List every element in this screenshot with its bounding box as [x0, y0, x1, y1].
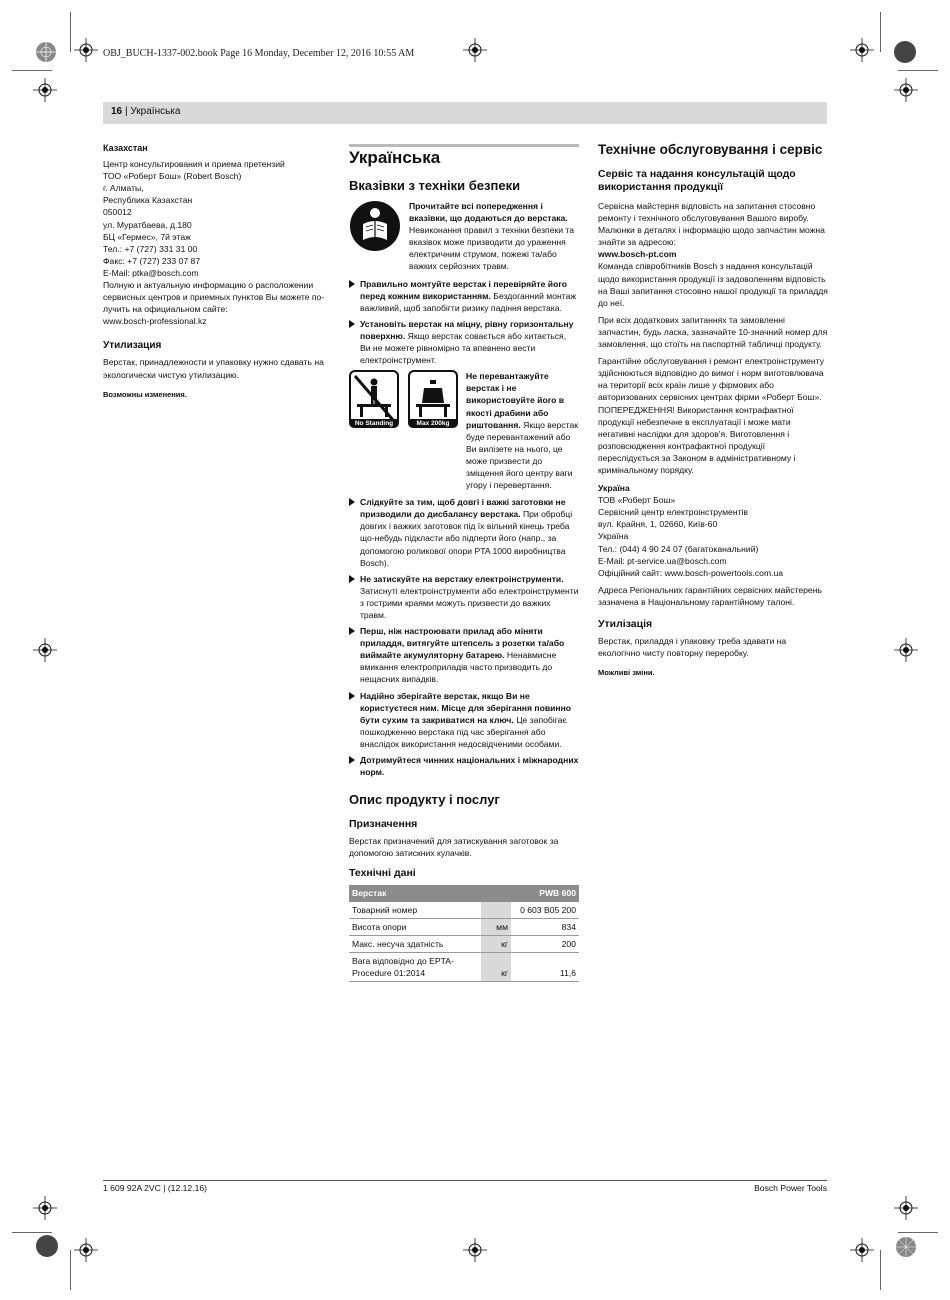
crosshair-icon [463, 1238, 487, 1262]
address-line: E-Mail: pt-service.ua@bosch.com [598, 555, 727, 566]
crop-mark [898, 70, 938, 71]
spec-row [349, 935, 579, 952]
address-line: Республика Казахстан [103, 195, 193, 206]
crosshair-icon [850, 1238, 874, 1262]
safety-bullet [349, 625, 579, 685]
bullet-bold: Не затискуйте на верстаку електроінструменти. [360, 573, 564, 584]
consult-title: Сервіс та надання консультацій щодо використання продукції [598, 168, 796, 193]
no-standing-sign [349, 370, 399, 491]
spec-row [349, 918, 579, 935]
column-rule [349, 144, 579, 147]
service-p6: Адреса Регіональних гарантійних сервісних майстерень зазначена в Національному гарантійному талоні. [598, 584, 822, 607]
safety-bullet [349, 690, 579, 750]
no-standing-icon [349, 370, 399, 426]
service-url: www.bosch-pt.com [598, 249, 677, 260]
spec-unit: мм [481, 918, 511, 935]
crosshair-icon [74, 1238, 98, 1262]
purpose-text: Верстак призначений для затискування заготовок за допомогою затискних кулачків. [349, 836, 559, 859]
address-line: Україна [598, 531, 629, 542]
bullet-bold: Дотримуйтеся чинних національних і міжнародних норм. [360, 755, 579, 778]
registration-mark-icon [34, 40, 58, 64]
stand-text: Якщо верстак буде перевантажений або Ви вилізете на нього, це може призвести до зміщення його центру ваги угору і перевертання. [466, 419, 578, 491]
service-p5: ПОПЕРЕДЖЕННЯ! Використання контрафактної продукції небезпечне в експлуатації і може мати негативні наслідки для здоров'я. Виготовлення і розповсюдження контрафактної продукції переслідується за Законом в адміністративному і кримінальному порядку. [598, 404, 796, 475]
bullet-arrow-icon [349, 280, 355, 288]
crop-mark [880, 1250, 881, 1290]
crop-mark [880, 12, 881, 52]
spec-value: 11,6 [511, 952, 579, 981]
spec-label: Висота опори [349, 918, 481, 935]
right-column [598, 142, 828, 679]
bullet-arrow-icon [349, 320, 355, 328]
weight-icon [408, 370, 458, 426]
page-header [103, 102, 827, 124]
read-warning [349, 200, 579, 273]
kz-address [103, 158, 335, 327]
max-load-label: Max 200kg [408, 419, 458, 428]
safety-bullet [349, 573, 579, 621]
address-line: Центр консультирования и приема претензий [103, 159, 285, 170]
service-p2: Команда співробітників Bosch з надання консультацій щодо використання продукції із задоволенням відповість на Ваші запитання стосовно нашої продукції та приладдя до неї. [598, 261, 828, 308]
spec-row [349, 902, 579, 919]
bullet-bold: Правильно монтуйте верстак і перевіряйте його перед кожним використанням. [360, 278, 568, 301]
spec-head-left: Верстак [349, 885, 481, 901]
address-line: ул. Муратбаева, д.180 [103, 219, 192, 230]
middle-column [349, 148, 579, 982]
bullet-text: Затиснуті електроінструменти або електроінструменти з гострими краями можуть призвести до важких травм. [360, 585, 579, 620]
service-p1: Сервісна майстерня відповість на запитання стосовно ремонту і технічного обслуговування Вашого виробу. Малюнки в деталях і інформацію щодо запчастин можна знайти за адресою: [598, 201, 825, 248]
bullet-arrow-icon [349, 498, 355, 506]
product-title: Опис продукту і послуг [349, 792, 500, 808]
page-number: 16 [111, 106, 123, 117]
standing-warning [349, 370, 579, 491]
crosshair-icon [74, 38, 98, 62]
safety-list-2 [349, 496, 579, 778]
spec-row [349, 952, 579, 981]
safety-list-1 [349, 278, 579, 367]
address-line: E-Mail: ptka@bosch.com [103, 267, 199, 278]
read-manual-icon [349, 200, 401, 252]
safety-bullet [349, 318, 579, 366]
crosshair-icon [894, 638, 918, 662]
bullet-bold: Перш, ніж настроювати прилад або міняти приладдя, витягуйте штепсель з розетки та/або виймайте акумуляторну батарею. [360, 626, 565, 661]
bullet-arrow-icon [349, 692, 355, 700]
service-p4: Гарантійне обслуговування і ремонт електроінструменту здійснюються відповідно до вимог і норм виготовлювача на території всіх країн лише у фірмових або авторизованих сервісних центрах фірми «Роберт Бош». [598, 356, 824, 403]
footer-rule [103, 1180, 827, 1181]
left-column [103, 142, 335, 401]
address-line: www.bosch-professional.kz [103, 316, 207, 327]
safety-title: Вказівки з техніки безпеки [349, 178, 521, 193]
bullet-text: Якщо верстак совається або хитається, Ви не можете рівномірно та впевнено вести електроінструмент. [360, 330, 567, 366]
bullet-text: Бездоганний монтаж важливий, щоб запобігти ризику падіння верстака. [360, 290, 577, 313]
spec-unit: кг [481, 935, 511, 952]
printer-line: OBJ_BUCH-1337-002.book Page 16 Monday, December 12, 2016 10:55 AM [103, 48, 415, 59]
address-line: сервисных центров и приемных пунктов Вы можете по- [103, 292, 325, 303]
header-language-label: Українська [130, 106, 181, 117]
util-title-ru: Утилизация [103, 340, 162, 352]
address-line: БЦ «Гермес», 7й этаж [103, 231, 191, 242]
address-line: Тел.: (044) 4 90 24 07 (багатоканальний) [598, 543, 759, 554]
spec-head-right: PWB 600 [511, 885, 579, 901]
ua-address [598, 494, 828, 579]
spec-label: Товарний номер [349, 902, 481, 919]
bullet-text: Ненавмисне вмикання електроприладів часто призводить до нещасних випадків. [360, 650, 557, 685]
crop-mark [70, 1250, 71, 1290]
safety-bullet [349, 496, 579, 569]
crosshair-icon [894, 1196, 918, 1220]
bullet-text: Це запобігає пошкодженню верстака під час зберігання або внаслідок використання недосвідченими особами. [360, 714, 567, 749]
crosshair-icon [463, 38, 487, 62]
footer-brand: Bosch Power Tools [754, 1183, 827, 1193]
util-title-ua: Утилізація [598, 618, 653, 630]
address-line: ТОО «Роберт Бош» (Robert Bosch) [103, 171, 242, 182]
spec-unit: кг [481, 952, 511, 981]
crosshair-icon [894, 78, 918, 102]
address-line: 050012 [103, 207, 132, 218]
util-text-ua: Верстак, приладдя і упаковку треба здавати на екологічно чисту повторну переробку. [598, 636, 787, 659]
ua-title: Україна [598, 483, 630, 494]
crosshair-icon [33, 1196, 57, 1220]
safety-bullet [349, 754, 579, 778]
changes-ua: Можливі зміни. [598, 668, 655, 678]
color-patch-icon [36, 1235, 58, 1257]
spec-value: 834 [511, 918, 579, 935]
spec-value: 200 [511, 935, 579, 952]
spec-value: 0 603 B05 200 [511, 902, 579, 919]
read-bold: Прочитайте всі попередження і вказівки, що додаються до верстака. [409, 201, 568, 224]
bullet-arrow-icon [349, 627, 355, 635]
bullet-bold: Надійно зберігайте верстак, якщо Ви не користуєтеся ним. Місце для зберігання повинно бути сухим та закриватися на ключ. [360, 690, 572, 725]
spec-table [349, 885, 579, 982]
warning-icons [349, 370, 458, 491]
bullet-bold: Слідкуйте за тим, щоб довгі і важкі заготовки не призводили до дисбалансу верстака. [360, 497, 566, 520]
bullet-arrow-icon [349, 575, 355, 583]
service-p3: При всіх додаткових запитаннях та замовленні запчастин, будь ласка, зазначайте 10-значний номер для замовлення, що стоїть на паспортній табличці продукту. [598, 314, 828, 350]
safety-bullet [349, 278, 579, 314]
crop-mark [12, 1232, 52, 1233]
crop-mark [898, 1232, 938, 1233]
crop-mark [12, 70, 52, 71]
address-line: вул. Крайня, 1, 02660, Київ-60 [598, 519, 718, 530]
registration-mark-icon [894, 1235, 918, 1259]
crosshair-icon [850, 38, 874, 62]
max-load-sign [408, 370, 458, 491]
lang-title: Українська [349, 148, 441, 167]
service-title: Технічне обслуговування і сервіс [598, 142, 823, 157]
kz-title: Казахстан [103, 143, 148, 153]
tech-title: Технічні дані [349, 867, 416, 880]
address-line: ТОВ «Роберт Бош» [598, 495, 676, 506]
util-text-ru: Верстак, принадлежности и упаковку нужно сдавать на экологически чистую утилизацию. [103, 357, 324, 380]
changes-ru: Возможны изменения. [103, 389, 187, 399]
spec-label: Макс. несуча здатність [349, 935, 481, 952]
stand-bold: Не перевантажуйте верстак і не використовуйте його в якості драбини або риштовання. [466, 371, 565, 430]
crop-mark [70, 12, 71, 52]
address-line: Полную и актуальную информацию о расположении [103, 280, 314, 291]
footer-code: 1 609 92A 2VC | (12.12.16) [103, 1183, 207, 1193]
bullet-bold: Установіть верстак на міцну, рівну горизонтальну поверхню. [360, 318, 574, 341]
color-patch-icon [894, 41, 916, 63]
address-line: Тел.: +7 (727) 331 31 00 [103, 243, 198, 254]
spec-label: Вага відповідно до EPTA-Procedure 01:2014 [349, 952, 481, 981]
crosshair-icon [33, 78, 57, 102]
header-language: | Українська [125, 106, 181, 117]
address-line: г. Алматы, [103, 183, 144, 194]
no-standing-label: No Standing [349, 419, 399, 428]
bullet-text: При обробці довгих і важких заготовок під їх вільний кінець треба що-небудь підкласти або підперти його (напр., за допомогою роликової опори PTA 1000 виробництва Bosch). [360, 509, 573, 568]
bullet-arrow-icon [349, 756, 355, 764]
spec-table-header [349, 885, 579, 901]
address-line: Факс: +7 (727) 233 07 87 [103, 255, 201, 266]
spec-unit [481, 902, 511, 919]
crosshair-icon [33, 638, 57, 662]
purpose-title: Призначення [349, 818, 418, 831]
address-line: Сервісний центр електроінструментів [598, 507, 748, 518]
address-line: Офіційний сайт: www.bosch-powertools.com.ua [598, 567, 784, 578]
address-line: лучить на официальном сайте: [103, 304, 228, 315]
read-text: Невиконання правил з техніки безпеки та вказівок може призводити до ураження електричним струмом, пожежі та/або важких серйозних травм. [409, 225, 575, 272]
